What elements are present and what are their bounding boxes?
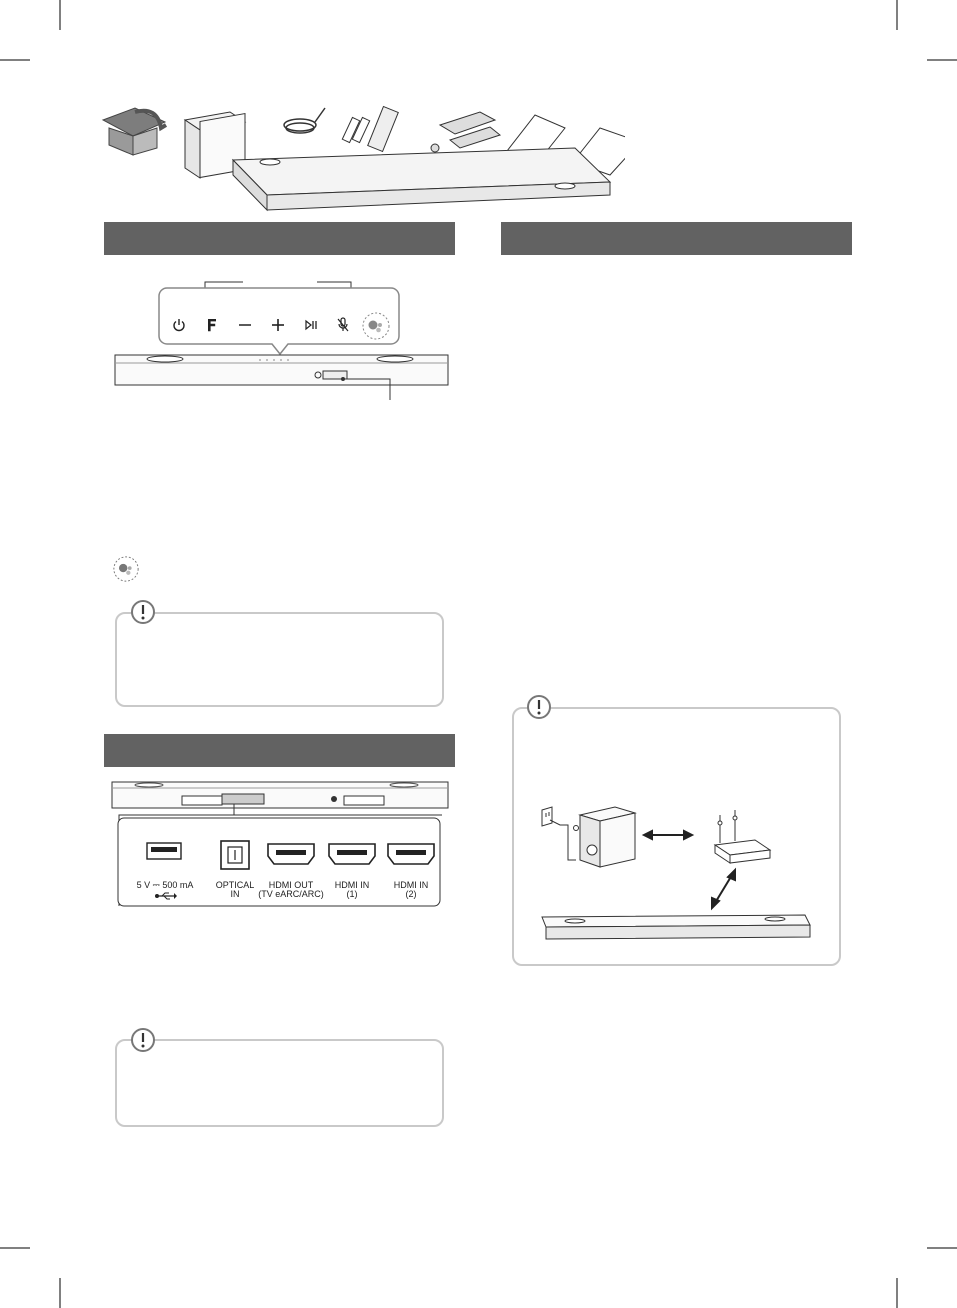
section-bar-right-top [501,222,852,255]
section-bar-rear-panel [104,734,455,767]
note-box-front [115,612,444,707]
remote-and-batteries-icon [342,107,398,152]
power-cable-icon [284,108,325,133]
optical-in-label-line2: IN [230,889,240,899]
double-arrow-icon [644,831,692,839]
package-contents-illustration [95,100,625,215]
note-box-rear [115,1039,444,1127]
hdmi-out-label-line2: (TV eARC/ARC) [258,889,324,899]
hdmi-out-port-icon [266,842,316,866]
function-f-icon [206,318,218,332]
minus-icon [238,318,252,332]
usb-icon [155,891,177,901]
wireless-connection-diagram [520,795,820,945]
caution-icon [130,599,156,625]
google-assistant-icon [112,555,140,583]
optical-in-label-line1: OPTICAL [215,880,255,890]
hdmi-in-2-label-line2: (2) [405,889,417,899]
optical-port-icon [220,840,250,870]
hdmi-in-1-label-line1: HDMI IN [334,880,370,890]
google-assistant-icon [361,311,391,341]
caution-icon [130,1027,156,1053]
usb-port-label: 5 V ⎓ 500 mA [136,880,194,890]
hdmi-in-1-label-line2: (1) [346,889,358,899]
unpack-box-icon [103,108,166,155]
plus-icon [271,318,285,332]
subwoofer-icon [580,807,635,867]
power-icon [172,318,186,332]
hdmi-in-1-port-icon [327,842,377,866]
usb-port-icon [146,842,182,860]
top-panel-controls-illustration [105,275,460,405]
hdmi-in-2-label-line1: HDMI IN [393,880,429,890]
soundbar-icon [233,148,610,210]
mic-off-icon [336,317,350,333]
hdmi-out-label-line1: HDMI OUT [268,880,314,890]
hdmi-in-2-port-icon [386,842,436,866]
double-arrow-icon [712,870,735,908]
section-bar-front-panel [104,222,455,255]
caution-icon [526,694,552,720]
router-icon [715,810,770,863]
soundbar-icon [542,915,810,939]
wall-outlet-icon [542,807,552,826]
play-pause-icon [304,318,318,332]
